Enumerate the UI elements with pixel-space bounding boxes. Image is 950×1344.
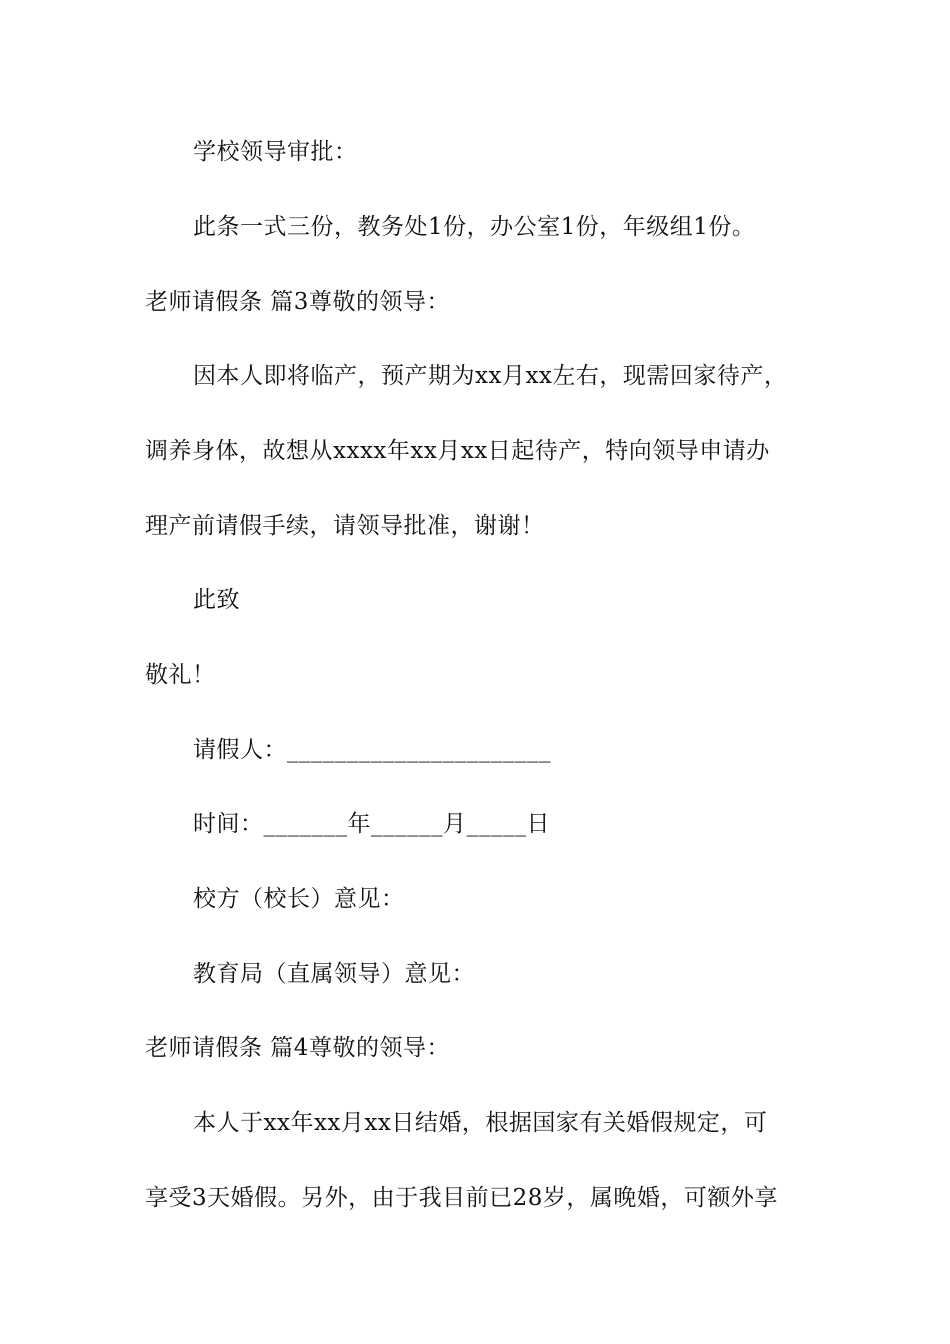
closing-jingli: 敬礼！ bbox=[145, 662, 216, 688]
body-paragraph-line: 调养身体，故想从xxxx年xx月xx日起待产，特向领导申请办 bbox=[145, 438, 770, 464]
body-paragraph-line: 享受3天婚假。另外，由于我目前已28岁，属晚婚，可额外享 bbox=[145, 1185, 778, 1211]
body-paragraph-line: 因本人即将临产，预产期为xx月xx左右，现需回家待产， bbox=[193, 363, 788, 389]
copies-note: 此条一式三份，教务处1份，办公室1份，年级组1份。 bbox=[193, 214, 756, 240]
bureau-opinion: 教育局（直属领导）意见： bbox=[193, 961, 475, 987]
date-field: 时间：_______年______月_____日 bbox=[193, 811, 550, 837]
body-paragraph-line: 本人于xx年xx月xx日结婚，根据国家有关婚假规定，可 bbox=[193, 1110, 768, 1136]
section-heading-3: 老师请假条 篇3尊敬的领导： bbox=[145, 289, 450, 315]
body-paragraph-line: 理产前请假手续，请领导批准，谢谢！ bbox=[145, 513, 545, 539]
principal-opinion: 校方（校长）意见： bbox=[193, 886, 405, 912]
closing-cizhi: 此致 bbox=[193, 587, 240, 613]
section-heading-4: 老师请假条 篇4尊敬的领导： bbox=[145, 1035, 450, 1061]
applicant-field: 请假人：______________________ bbox=[193, 737, 551, 763]
approval-school-leader: 学校领导审批： bbox=[193, 139, 358, 165]
